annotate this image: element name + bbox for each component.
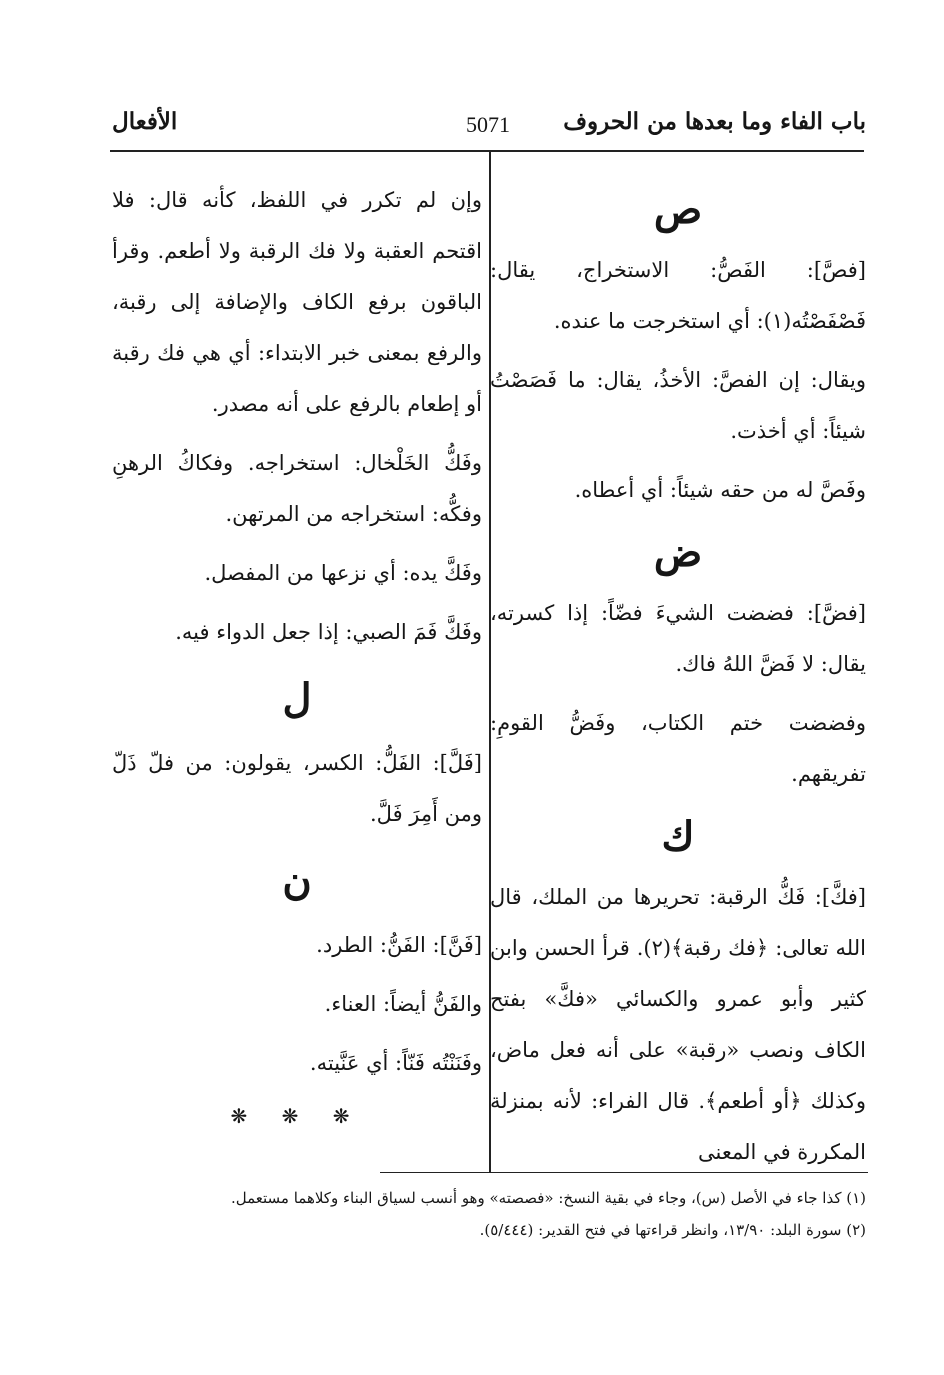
entry-fakk-anklet: وفَكُّ الخَلْخال: استخراجه. وفكاكُ الرهنِ وفكُّه: استخراجه من المرتهن. <box>112 451 482 526</box>
entry-fann-weary: وفَنَنْتُه فَنّاً: أي عَنَّيته. <box>309 1051 482 1075</box>
footnote-rule <box>380 1172 868 1173</box>
letter-heading-lam: ل <box>282 675 312 722</box>
entry-fakk-definition: [فكَّ]: فَكُّ الرقبة: تحريرها من الملك، قال الله تعالى: ﴿فك رقبة﴾(٢). قرأ الحسن وابن كثير وأبو عمرو والكسائي «فكَّ» بفتح الكاف ونصب «رقبة» على أنه فعل ماض، وكذلك ﴿أو أطعم﴾. قال الفراء: لأنه بمنزلة المكررة في المعنى <box>490 885 866 1164</box>
left-column <box>112 175 482 1135</box>
header-rule <box>110 150 864 152</box>
footnote-1: (١) كذا جاء في الأصل (س)، وجاء في بقية النسخ: «فصصته» وهو أنسب لسياق البناء وكلاهما مستعمل. <box>230 1189 866 1207</box>
entry-fadd-seal: وفضضت ختم الكتاب، وفَضُّ القومِ: تفريقهم. <box>490 711 866 786</box>
letter-heading-kaf: ك <box>661 813 695 860</box>
letter-heading-nun: ن <box>282 857 312 904</box>
letter-heading-dad: ض <box>653 529 703 576</box>
entry-fakk-continued: وإن لم تكرر في اللفظ، كأنه قال: فلا اقتحم العقبة ولا فك الرقبة ولا أطعم. وقرأ الباقون برفع الكاف والإضافة إلى رقبة، والرفع بمعنى خبر الابتداء: أي هي فك رقبة أو إطعام بالرفع على أنه مصدر. <box>112 188 482 416</box>
page-number: 5071 <box>466 112 510 137</box>
entry-fakk-hand: وفَكَّ يده: أي نزعها من المفصل. <box>204 561 482 585</box>
entry-fann-toil: والفَنُّ أيضاً: العناء. <box>324 992 482 1016</box>
entry-fadd-definition: [فضَّ]: فضضت الشيءَ فضّاً: إذا كسرته، يقال: لا فَضَّ اللهُ فاك. <box>490 601 866 676</box>
entry-fann-definition: [فَنَّ]: الفَنُّ: الطرد. <box>316 933 482 957</box>
entry-fall-definition: [فَلَّ]: الفَلُّ: الكسر، يقولون: من فلّ ذَلّ ومن أَمِرَ فَلَّ. <box>112 751 482 826</box>
section-title: الأفعال <box>112 108 178 135</box>
chapter-title: باب الفاء وما بعدها من الحروف <box>563 108 866 135</box>
entry-fass-meaning-give: وفَصَّ له من حقه شيئاً: أي أعطاه. <box>574 478 866 502</box>
right-column <box>490 175 866 1186</box>
section-end-ornament: ❋ ❋ ❋ <box>230 1104 364 1128</box>
letter-heading-sad: ص <box>653 186 703 233</box>
entry-fass-definition: [فصَّ]: الفَصُّ: الاستخراج، يقال: فَصْفَصْتُه(١): أي استخرجت ما عنده. <box>490 258 866 333</box>
footnote-2: (٢) سورة البلد: ١٣/٩٠، وانظر قراءتها في فتح القدير: (٥/٤٤٤). <box>479 1221 866 1239</box>
entry-fass-meaning-take: ويقال: إن الفصَّ: الأخذُ، يقال: ما فَصَصْتُ شيئاً: أي أخذت. <box>490 368 866 443</box>
entry-fakk-mouth: وفَكَّ فَمَ الصبي: إذا جعل الدواء فيه. <box>175 620 482 644</box>
